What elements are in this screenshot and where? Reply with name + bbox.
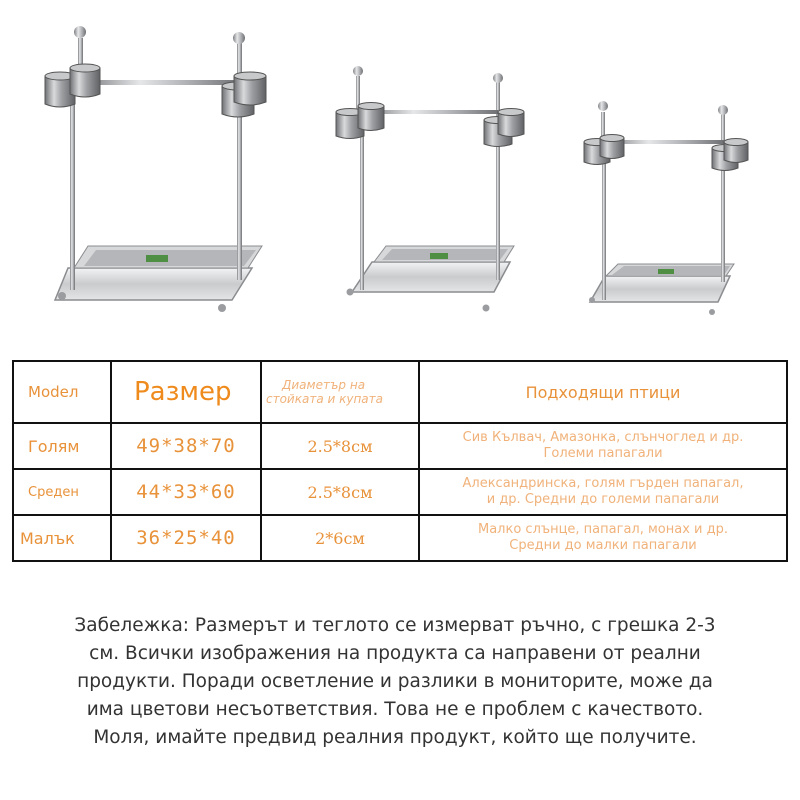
row-birds — [419, 423, 787, 469]
row-model: Малък — [13, 515, 111, 561]
row-model: Среден — [13, 469, 111, 515]
header-diameter-line2: стойката и купата — [266, 392, 383, 406]
row-birds-line1: Малко слънце, папагал, монах и др. — [478, 522, 728, 537]
row-birds-line1: Сив Кълвач, Амазонка, слънчоглед и др. — [462, 430, 744, 445]
note-line: Моля, имайте предвид реалния продукт, който ще получите. — [93, 727, 697, 748]
row-size: 44*33*60 — [111, 469, 261, 515]
row-model: Голям — [13, 423, 111, 469]
table-row — [13, 515, 787, 561]
table-row — [13, 423, 787, 469]
note-line: има цветови несъответствия. Това не е проблем с качеството. — [86, 699, 704, 720]
header-diameter-line1: Диаметър на — [282, 378, 366, 392]
stand-large — [45, 26, 266, 312]
header-birds: Подходящи птици — [419, 361, 787, 423]
note-line: Забележка: Размерът и теглото се измерват ръчно, с грешка 2-3 — [74, 615, 716, 636]
row-size: 49*38*70 — [111, 423, 261, 469]
header-size: Размер — [111, 361, 261, 423]
row-birds — [419, 515, 787, 561]
row-diameter: 2.5*8см — [261, 423, 419, 469]
product-photos — [0, 0, 800, 340]
note-line: продукти. Поради осветление и разлики в мониторите, може да — [77, 671, 713, 692]
row-birds-line2: и др. Средни до големи папагали — [486, 492, 720, 507]
table-header-row — [13, 361, 787, 423]
header-model: Modeл — [13, 361, 111, 423]
disclaimer-note — [30, 612, 760, 752]
stand-small — [584, 101, 748, 315]
row-birds-line2: Големи папагали — [543, 446, 663, 461]
row-diameter: 2*6см — [261, 515, 419, 561]
header-diameter — [261, 361, 419, 423]
table-row — [13, 469, 787, 515]
row-size: 36*25*40 — [111, 515, 261, 561]
row-birds-line2: Средни до малки папагали — [509, 538, 697, 553]
row-birds-line1: Александринска, голям гърден папагал, — [462, 476, 744, 491]
size-table — [12, 360, 788, 562]
row-diameter: 2.5*8см — [261, 469, 419, 515]
row-birds — [419, 469, 787, 515]
stand-medium — [336, 66, 524, 312]
note-line: см. Всички изображения на продукта са направени от реални — [89, 643, 701, 664]
